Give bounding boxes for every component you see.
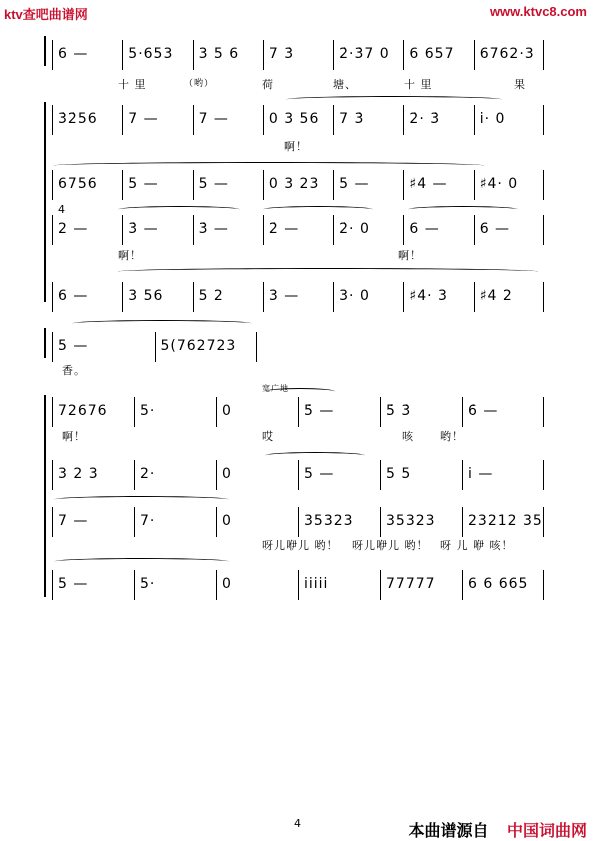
system2-staff-soprano	[52, 397, 544, 427]
measure-notes: 3 56	[128, 288, 164, 304]
measure-notes: i· 0	[479, 111, 506, 127]
measure-notes: 5̇ 3̇	[386, 403, 412, 419]
measure-notes: ♯4 2	[479, 288, 513, 304]
measure-notes: ♯4· 0	[479, 176, 519, 192]
measure-notes: 2̇ —	[268, 221, 300, 237]
lyric-s2-ah: 啊！	[62, 430, 86, 443]
measure-notes: 0 3 23	[268, 176, 320, 192]
measure-notes: 6 657	[409, 46, 455, 62]
barline	[543, 282, 544, 312]
system2-staff-solo	[52, 332, 257, 362]
barline	[474, 215, 475, 245]
measure-notes: 2̇·3̇7 0	[339, 46, 390, 62]
measure-notes: 5·	[140, 576, 156, 592]
system1-staff-alto	[52, 170, 544, 200]
barline	[474, 170, 475, 200]
barline	[333, 105, 334, 135]
barline	[193, 40, 194, 70]
slur	[408, 206, 518, 213]
measure-notes: 3 2 3	[58, 466, 99, 482]
measure-notes: 5 —	[58, 576, 89, 592]
measure-notes: 2̇· 0	[339, 221, 370, 237]
barline	[193, 215, 194, 245]
measure-notes: i —	[468, 466, 494, 482]
measure-notes: 6 —	[409, 221, 440, 237]
barline	[216, 507, 217, 537]
barline	[298, 460, 299, 490]
footer-source: 本曲谱源自	[408, 823, 489, 840]
barline	[263, 40, 264, 70]
lyric-s1-2: （哟）	[184, 79, 215, 89]
measure-notes: 3̇2̇56	[58, 111, 98, 127]
system2-bracket-top	[44, 328, 49, 358]
measure-notes: 6̇ —	[468, 403, 499, 419]
lyric-s1-ah-3: 啊！	[398, 249, 422, 262]
slur	[72, 320, 252, 327]
measure-notes: 5·653	[128, 46, 174, 62]
measure-notes: 77777	[386, 576, 436, 592]
measure-notes: 6 —	[479, 221, 511, 237]
measure-notes: 35323	[304, 513, 354, 529]
measure-notes: 3̇ —	[198, 221, 229, 237]
barline	[403, 105, 404, 135]
lyric-s2-hai: 咳	[402, 430, 414, 443]
system2-bracket-choir	[44, 395, 49, 597]
measure-notes: 6 —	[58, 46, 89, 62]
barline	[298, 570, 299, 600]
slur	[286, 96, 502, 103]
barline	[474, 105, 475, 135]
slur	[118, 268, 538, 275]
barline	[122, 170, 123, 200]
page-number: 4	[294, 817, 301, 830]
measure-notes: 23212 35	[468, 513, 543, 529]
barline	[403, 170, 404, 200]
barline	[263, 105, 264, 135]
lyric-s1-6: 果	[514, 78, 526, 91]
system2-staff-bass	[52, 570, 544, 600]
barline	[298, 397, 299, 427]
lyric-s2-yaer-3: 呀 儿 咿 咳！	[440, 539, 514, 552]
barline	[52, 570, 53, 600]
measure-notes: 3· 0	[339, 288, 370, 304]
barline	[474, 40, 475, 70]
barline	[333, 40, 334, 70]
measure-notes: 5 2	[198, 288, 224, 304]
barline	[543, 170, 544, 200]
barline	[216, 397, 217, 427]
system1-staff-tenor	[52, 215, 544, 245]
lyric-s1-5: 十 里	[404, 78, 433, 91]
measure-notes: 0	[222, 403, 232, 419]
barline	[134, 570, 135, 600]
barline	[52, 332, 53, 362]
barline	[263, 215, 264, 245]
lyric-s2-ai: 哎	[262, 430, 274, 443]
barline	[216, 570, 217, 600]
lyric-s2-xiang: 香。	[62, 364, 86, 377]
lyric-s1-3: 荷	[262, 78, 274, 91]
barline	[543, 570, 544, 600]
lyric-s1-ah-2: 啊！	[118, 249, 142, 262]
barline	[543, 507, 544, 537]
slur	[118, 206, 240, 213]
footer-site[interactable]: 中国词曲网	[506, 823, 587, 840]
measure-notes: 3 5 6	[198, 46, 240, 62]
barline	[462, 570, 463, 600]
measure-notes: ♯4 —	[409, 176, 448, 192]
measure-notes: 5 —	[198, 176, 229, 192]
slur	[54, 496, 229, 503]
barline	[52, 460, 53, 490]
barline	[134, 460, 135, 490]
barline	[52, 215, 53, 245]
measure-notes: 3̇ —	[128, 221, 159, 237]
barline	[52, 40, 53, 70]
measure-notes: 0	[222, 466, 232, 482]
site-url-right[interactable]: www.ktvc8.com	[489, 4, 587, 19]
measure-notes: 7 3̇	[268, 46, 295, 62]
measure-notes: 0	[222, 576, 232, 592]
measure-notes: 5 —	[58, 338, 89, 354]
barline	[256, 332, 257, 362]
measure-notes: 5̇ —	[304, 403, 335, 419]
slur	[265, 452, 365, 459]
barline	[380, 570, 381, 600]
slur	[265, 388, 335, 395]
barline	[462, 460, 463, 490]
barline	[193, 105, 194, 135]
barline	[122, 105, 123, 135]
slur	[263, 206, 373, 213]
barline	[403, 40, 404, 70]
system1-staff-solo	[52, 40, 544, 70]
system2-staff-tenor	[52, 507, 544, 537]
barline	[52, 397, 53, 427]
measure-notes: 7·	[140, 513, 156, 529]
barline	[193, 282, 194, 312]
lyric-s1-ah-1: 啊！	[284, 140, 308, 153]
barline	[52, 507, 53, 537]
lyric-s1-4: 塘、	[333, 78, 357, 91]
barline	[263, 282, 264, 312]
measure-notes: 5(762723	[160, 338, 237, 354]
measure-notes: 5 5	[386, 466, 412, 482]
barline	[380, 507, 381, 537]
barline	[474, 282, 475, 312]
lyric-s1-1: 十 里	[118, 78, 147, 91]
system1-bracket-top	[44, 36, 49, 66]
barline	[403, 215, 404, 245]
barline	[193, 170, 194, 200]
barline	[52, 282, 53, 312]
barline	[403, 282, 404, 312]
measure-notes: 7 —	[128, 111, 159, 127]
barline	[216, 460, 217, 490]
measure-notes: 5·	[140, 403, 156, 419]
site-logo-left[interactable]: ktv查吧曲谱网	[4, 7, 88, 22]
system1-staff-bass	[52, 282, 544, 312]
measure-notes: 5 —	[339, 176, 370, 192]
measure-notes: 0 3 56	[268, 111, 320, 127]
system1-staff-soprano	[52, 105, 544, 135]
measure-notes: 5 —	[128, 176, 159, 192]
measure-notes: 6 6 665	[468, 576, 529, 592]
slur	[54, 558, 229, 565]
measure-notes: 7 —	[58, 513, 89, 529]
measure-notes: 0	[222, 513, 232, 529]
barline	[52, 105, 53, 135]
barline	[122, 40, 123, 70]
barline	[462, 397, 463, 427]
barline	[122, 215, 123, 245]
barline	[333, 282, 334, 312]
tempo-annotation: 宽广地	[262, 384, 289, 393]
measure-notes: 72676	[58, 403, 108, 419]
barline	[155, 332, 156, 362]
barline	[333, 170, 334, 200]
measure-notes: 7 3̇	[339, 111, 365, 127]
barline	[134, 397, 135, 427]
measure-notes: 2̇· 3̇	[409, 111, 441, 127]
barline	[462, 507, 463, 537]
lyric-s2-yaer-2: 呀儿咿儿 哟！	[352, 539, 429, 552]
barline	[380, 460, 381, 490]
time-signature: 4	[58, 203, 66, 216]
measure-notes: 3 —	[268, 288, 300, 304]
measure-notes: 6762·3	[479, 46, 535, 62]
measure-notes: 2 —	[58, 221, 89, 237]
barline	[380, 397, 381, 427]
measure-notes: 7 —	[198, 111, 229, 127]
lyric-s2-yo: 哟！	[440, 430, 464, 443]
footer	[409, 818, 587, 841]
barline	[333, 215, 334, 245]
measure-notes: 35323	[386, 513, 436, 529]
barline	[263, 170, 264, 200]
barline	[52, 170, 53, 200]
measure-notes: 5 —	[304, 466, 335, 482]
barline	[543, 215, 544, 245]
measure-notes: iiiii	[304, 576, 329, 592]
barline	[543, 105, 544, 135]
system1-bracket-choir	[44, 102, 49, 302]
measure-notes: 2·	[140, 466, 156, 482]
measure-notes: 6756	[58, 176, 98, 192]
barline	[122, 282, 123, 312]
barline	[134, 507, 135, 537]
lyric-s2-yaer-1: 呀儿咿儿 哟！	[262, 539, 339, 552]
barline	[543, 460, 544, 490]
barline	[543, 397, 544, 427]
barline	[298, 507, 299, 537]
slur	[54, 162, 484, 169]
measure-notes: 6 —	[58, 288, 89, 304]
measure-notes: ♯4· 3	[409, 288, 448, 304]
barline	[543, 40, 544, 70]
system2-staff-alto	[52, 460, 544, 490]
